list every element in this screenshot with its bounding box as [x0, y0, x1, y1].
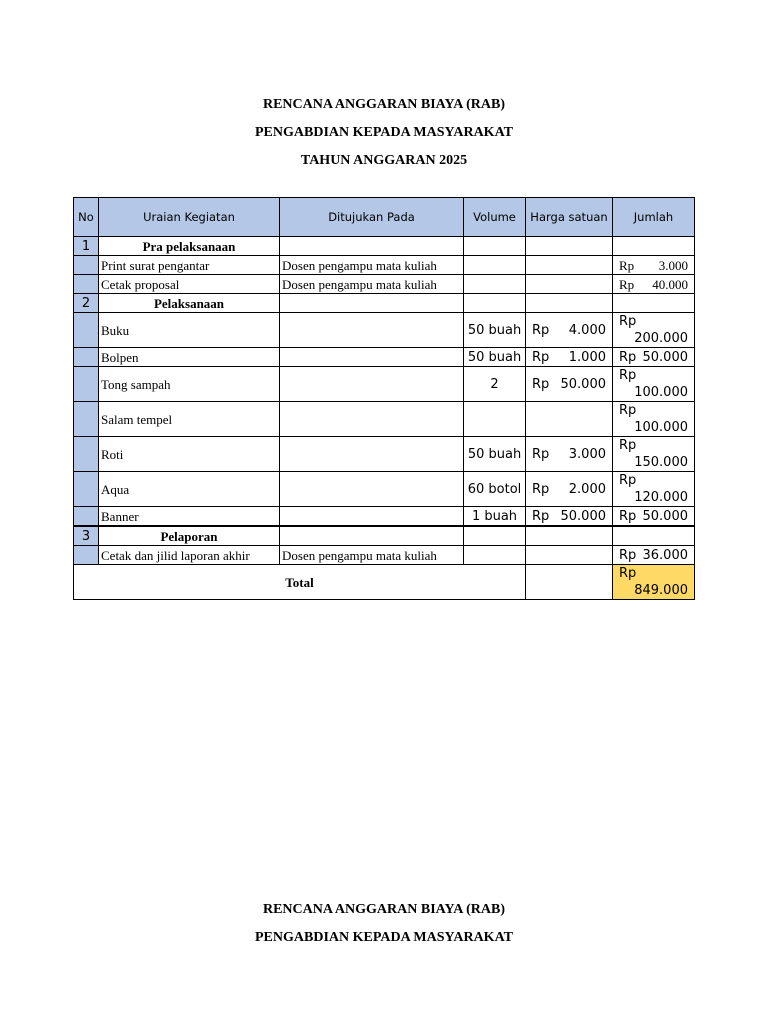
amount-value: 3.000	[658, 257, 688, 273]
amount-value: 849.000	[634, 583, 688, 598]
item-uraian: Bolpen	[99, 348, 280, 367]
item-jumlah	[613, 348, 695, 367]
no-cell-blank	[74, 402, 99, 437]
item-uraian: Roti	[99, 437, 280, 472]
currency-label: Rp	[619, 276, 635, 292]
empty-cell	[280, 294, 464, 313]
title-line-2: PENGABDIAN KEPADA MASYARAKAT	[255, 125, 513, 140]
item-volume: 50 buah	[464, 313, 526, 348]
item-ditujukan	[280, 402, 464, 437]
col-header-harga: Harga satuan	[526, 198, 613, 237]
section-row	[74, 237, 695, 256]
section-title: Pelaksanaan	[99, 294, 280, 313]
table-row	[74, 402, 695, 437]
title-line-1: RENCANA ANGGARAN BIAYA (RAB)	[262, 97, 506, 112]
item-volume	[464, 402, 526, 437]
empty-cell	[526, 237, 613, 256]
item-jumlah	[613, 402, 695, 437]
item-volume: 2	[464, 367, 526, 402]
item-harga	[526, 402, 613, 437]
amount-value: 150.000	[634, 455, 688, 470]
empty-cell	[464, 294, 526, 313]
section-title: Pelaporan	[99, 526, 280, 546]
item-volume	[464, 275, 526, 294]
currency-label: Rp	[619, 368, 637, 383]
empty-cell	[613, 237, 695, 256]
table-header-row	[74, 198, 695, 237]
no-cell-blank	[74, 348, 99, 367]
currency-label: Rp	[619, 438, 637, 453]
col-header-volume: Volume	[464, 198, 526, 237]
currency-label: Rp	[619, 314, 637, 329]
table-row	[74, 256, 695, 275]
section-row	[74, 526, 695, 546]
no-cell-blank	[74, 472, 99, 507]
currency-label: Rp	[532, 481, 550, 497]
item-volume: 60 botol	[464, 472, 526, 507]
item-jumlah	[613, 437, 695, 472]
amount-value: 100.000	[634, 385, 688, 400]
amount-value: 4.000	[568, 322, 606, 338]
item-uraian: Print surat pengantar	[99, 256, 280, 275]
item-harga	[526, 507, 613, 527]
col-header-jumlah: Jumlah	[613, 198, 695, 237]
table-row	[74, 275, 695, 294]
item-ditujukan	[280, 313, 464, 348]
amount-value: 100.000	[634, 420, 688, 435]
item-harga	[526, 348, 613, 367]
item-ditujukan	[280, 437, 464, 472]
item-jumlah	[613, 472, 695, 507]
item-jumlah	[613, 275, 695, 294]
amount-value: 36.000	[642, 547, 688, 563]
amount-value: 200.000	[634, 331, 688, 346]
item-harga	[526, 256, 613, 275]
empty-cell	[613, 526, 695, 546]
amount-value: 50.000	[560, 376, 606, 392]
item-volume	[464, 546, 526, 565]
table-row	[74, 472, 695, 507]
item-uraian: Tong sampah	[99, 367, 280, 402]
item-ditujukan: Dosen pengampu mata kuliah	[280, 256, 464, 275]
item-jumlah	[613, 313, 695, 348]
table-row	[74, 348, 695, 367]
item-uraian: Salam tempel	[99, 402, 280, 437]
item-harga	[526, 313, 613, 348]
item-harga	[526, 367, 613, 402]
col-header-no: No	[74, 198, 99, 237]
item-volume: 50 buah	[464, 437, 526, 472]
item-jumlah	[613, 256, 695, 275]
currency-label: Rp	[619, 349, 637, 365]
section-title: Pra pelaksanaan	[99, 237, 280, 256]
no-cell-blank	[74, 256, 99, 275]
currency-label: Rp	[619, 257, 635, 273]
item-volume: 1 buah	[464, 507, 526, 527]
item-uraian: Aqua	[99, 472, 280, 507]
currency-label: Rp	[619, 473, 637, 488]
section-number: 1	[74, 237, 99, 256]
table-row	[74, 367, 695, 402]
empty-cell	[526, 565, 613, 600]
no-cell-blank	[74, 367, 99, 402]
item-ditujukan	[280, 348, 464, 367]
item-harga	[526, 472, 613, 507]
item-ditujukan	[280, 367, 464, 402]
currency-label: Rp	[619, 547, 637, 563]
budget-table	[73, 197, 695, 600]
amount-value: 120.000	[634, 490, 688, 505]
no-cell-blank	[74, 546, 99, 565]
currency-label: Rp	[619, 403, 637, 418]
no-cell-blank	[74, 437, 99, 472]
item-ditujukan: Dosen pengampu mata kuliah	[280, 546, 464, 565]
table-row	[74, 507, 695, 527]
next-title-line-2: PENGABDIAN KEPADA MASYARAKAT	[255, 930, 513, 945]
empty-cell	[526, 526, 613, 546]
section-number: 2	[74, 294, 99, 313]
table-body	[74, 237, 695, 600]
item-harga	[526, 546, 613, 565]
amount-value: 50.000	[642, 349, 688, 365]
next-title-line-1: RENCANA ANGGARAN BIAYA (RAB)	[262, 902, 506, 917]
item-volume: 50 buah	[464, 348, 526, 367]
title-line-3: TAHUN ANGGARAN 2025	[300, 153, 468, 168]
item-uraian: Banner	[99, 507, 280, 527]
total-label: Total	[74, 565, 526, 600]
amount-value: 50.000	[642, 508, 688, 524]
item-ditujukan: Dosen pengampu mata kuliah	[280, 275, 464, 294]
item-jumlah	[613, 546, 695, 565]
currency-label: Rp	[532, 446, 550, 462]
currency-label: Rp	[532, 376, 550, 392]
item-harga	[526, 275, 613, 294]
table-row	[74, 313, 695, 348]
table-row	[74, 437, 695, 472]
no-cell-blank	[74, 507, 99, 527]
item-uraian: Cetak proposal	[99, 275, 280, 294]
col-header-ditujukan: Ditujukan Pada	[280, 198, 464, 237]
no-cell-blank	[74, 275, 99, 294]
total-amount	[613, 565, 695, 600]
item-ditujukan	[280, 472, 464, 507]
empty-cell	[280, 526, 464, 546]
currency-label: Rp	[532, 349, 550, 365]
item-ditujukan	[280, 507, 464, 527]
amount-value: 50.000	[560, 508, 606, 524]
section-number: 3	[74, 526, 99, 546]
no-cell-blank	[74, 313, 99, 348]
item-jumlah	[613, 367, 695, 402]
empty-cell	[526, 294, 613, 313]
empty-cell	[464, 526, 526, 546]
amount-value: 3.000	[568, 446, 606, 462]
amount-value: 2.000	[568, 481, 606, 497]
amount-value: 1.000	[568, 349, 606, 365]
item-volume	[464, 256, 526, 275]
col-header-uraian: Uraian Kegiatan	[99, 198, 280, 237]
currency-label: Rp	[619, 566, 637, 581]
currency-label: Rp	[619, 508, 637, 524]
item-harga	[526, 437, 613, 472]
empty-cell	[613, 294, 695, 313]
total-row	[74, 565, 695, 600]
currency-label: Rp	[532, 508, 550, 524]
currency-label: Rp	[532, 322, 550, 338]
next-page-title	[0, 896, 768, 952]
table-row	[74, 546, 695, 565]
item-jumlah	[613, 507, 695, 527]
section-row	[74, 294, 695, 313]
empty-cell	[280, 237, 464, 256]
item-uraian: Cetak dan jilid laporan akhir	[99, 546, 280, 565]
amount-value: 40.000	[652, 276, 688, 292]
empty-cell	[464, 237, 526, 256]
document-title	[0, 91, 768, 175]
item-uraian: Buku	[99, 313, 280, 348]
